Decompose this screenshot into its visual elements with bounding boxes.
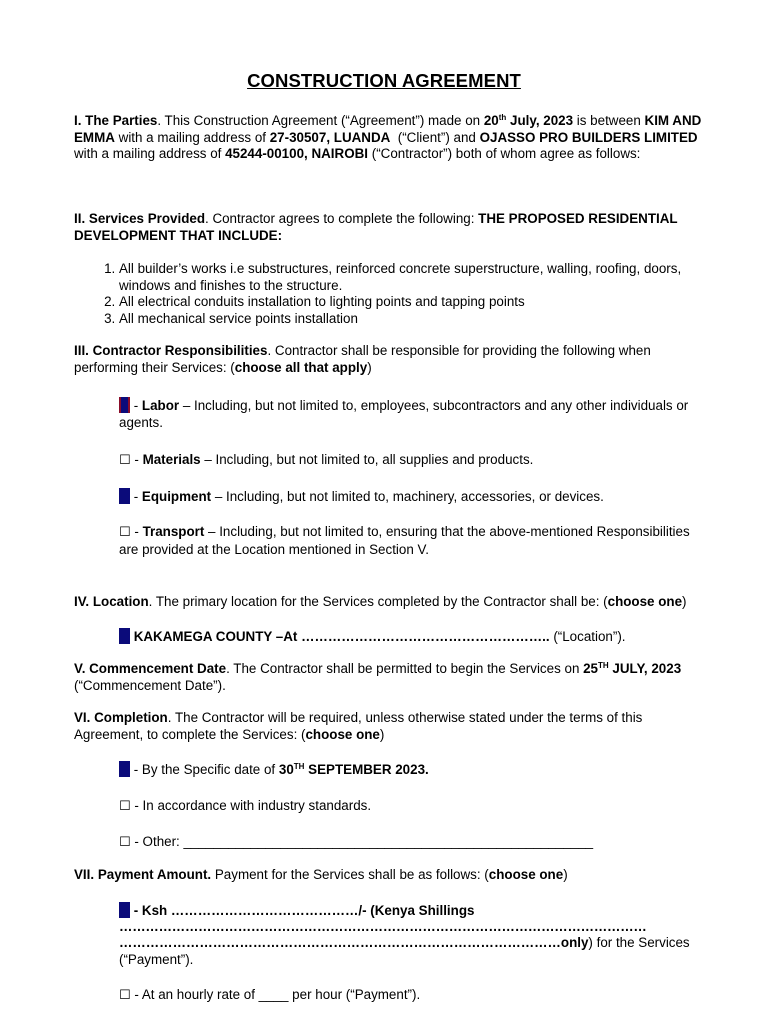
completion-heading: VI. Completion (74, 710, 168, 725)
option-specific-date (119, 761, 711, 779)
parties-text-3: with a mailing address of (114, 129, 270, 145)
section-parties (74, 113, 708, 163)
option-equipment (119, 488, 711, 506)
completion-text: . The Contractor will be required, unless otherwise stated under the terms of this Agreement, to complete the Services: ( (74, 710, 643, 742)
materials-text: – Including, but not limited to, all supplies and products. (200, 452, 534, 467)
specific-date-text: - By the Specific date of (130, 762, 279, 777)
transport-text: – Including, but not limited to, ensuring that the above-mentioned Responsibilities are provided at the Location mentioned in Section V. (119, 524, 690, 557)
transport-checkbox[interactable]: ☐ (119, 525, 131, 540)
dash: - (130, 398, 142, 413)
transport-label: Transport (142, 524, 205, 539)
client-name: KIM AND EMMA (74, 113, 702, 145)
location-checkbox[interactable] (119, 628, 130, 644)
dash: - (130, 489, 142, 504)
labor-label: Labor (141, 398, 180, 413)
completion-date: 30TH SEPTEMBER 2023. (278, 762, 429, 777)
section-completion (74, 710, 708, 743)
commencement-text: . The Contractor shall be permitted to begin the Services on (226, 661, 584, 676)
choose-instruction: choose one (488, 867, 564, 882)
labor-text: – Including, but not limited to, employees, subcontractors and any other individuals or agents. (119, 398, 689, 430)
ksh-text: - Ksh ……………………………………/- (Kenya Shillings (130, 903, 475, 918)
contractor-address: 45244-00100, NAIROBI (225, 146, 369, 161)
option-location (119, 628, 711, 646)
materials-label: Materials (142, 452, 201, 467)
services-text: . Contractor agrees to complete the following: (205, 211, 479, 226)
parties-text-5: with a mailing address of (74, 146, 226, 161)
responsibilities-heading: III. Contractor Responsibilities (74, 343, 268, 358)
section-commencement (74, 661, 708, 694)
payment-text: Payment for the Services shall be as follows: ( (211, 867, 489, 882)
section-payment (74, 867, 708, 884)
location-text: . The primary location for the Services completed by the Contractor shall be: ( (148, 594, 608, 609)
location-heading: IV. Location (74, 594, 149, 609)
payment-heading: VII. Payment Amount. (74, 867, 212, 882)
paren-close: ) (682, 594, 687, 609)
other-checkbox[interactable]: ☐ (119, 835, 131, 850)
section-location (74, 594, 708, 611)
ksh-continuation (119, 935, 711, 968)
other-text: - Other: _______________________________________________________ (130, 834, 594, 849)
paren-close: ) (367, 359, 372, 375)
option-industry-standards (119, 798, 711, 816)
client-address: 27-30507, LUANDA (269, 129, 391, 145)
list-item: 2. All electrical conduits installation to lighting points and tapping points (119, 294, 714, 311)
commencement-heading: V. Commencement Date (74, 661, 227, 676)
dash: - (130, 452, 143, 467)
option-hourly (119, 987, 711, 1005)
option-labor (119, 397, 711, 431)
paren-close: ) (379, 726, 385, 742)
specific-date-checkbox[interactable] (119, 761, 130, 777)
equipment-checkbox[interactable] (119, 488, 130, 504)
dots: ………………………………………………………………………………………………………… (119, 919, 647, 934)
section-responsibilities (74, 343, 708, 376)
project-name: THE PROPOSED RESIDENTIAL DEVELOPMENT THAT INCLUDE: (74, 211, 678, 243)
document-title: CONSTRUCTION AGREEMENT (247, 70, 521, 91)
industry-standards-text: - In accordance with industry standards. (130, 798, 372, 813)
option-other (119, 834, 711, 852)
responsibilities-text: . Contractor shall be responsible for providing the following when performing their Services: ( (74, 343, 651, 375)
services-heading: II. Services Provided (74, 211, 205, 226)
list-item: 1. All builder’s works i.e substructures, reinforced concrete superstructure, walling, roofing, doors, windows and finishes to the structure. (119, 261, 714, 294)
hourly-checkbox[interactable]: ☐ (119, 988, 131, 1003)
dash: - (130, 524, 143, 539)
parties-text: . This Construction Agreement (“Agreement”) made on (157, 113, 484, 128)
commencement-suffix: (“Commencement Date”). (74, 677, 226, 693)
location-value: KAKAMEGA COUNTY –At ……………………………………………….. (130, 629, 550, 644)
location-suffix: (“Location”). (549, 629, 626, 644)
parties-heading: I. The Parties (74, 113, 158, 128)
option-transport (119, 524, 711, 558)
payment-suffix: ) for the Services (“Payment”). (119, 935, 690, 967)
materials-checkbox[interactable]: ☐ (119, 453, 131, 468)
ksh-dots-line (119, 919, 711, 936)
commencement-date: 25TH JULY, 2023 (583, 661, 682, 676)
contractor-name: OJASSO PRO BUILDERS LIMITED (479, 129, 698, 145)
equipment-label: Equipment (141, 489, 212, 504)
equipment-text: – Including, but not limited to, machinery, accessories, or devices. (211, 489, 604, 504)
list-item: 3. All mechanical service points installation (119, 311, 714, 328)
labor-checkbox[interactable] (119, 397, 130, 413)
parties-text-2: is between (573, 113, 645, 128)
option-ksh (119, 902, 711, 920)
only-label: only (560, 935, 589, 950)
industry-standards-checkbox[interactable]: ☐ (119, 799, 131, 814)
paren-close: ) (563, 867, 568, 882)
hourly-text: - At an hourly rate of ____ per hour (“Payment”). (130, 987, 421, 1002)
services-list (74, 261, 714, 327)
parties-text-6: (“Contractor”) both of whom agree as follows: (368, 146, 641, 161)
ksh-checkbox[interactable] (119, 902, 130, 918)
choose-instruction: choose one (607, 594, 683, 609)
choose-instruction: choose all that apply (234, 359, 368, 375)
agreement-date: 20th July, 2023 (483, 113, 574, 128)
section-services (74, 211, 708, 244)
dots: ……………………………………………………………………………………… (119, 935, 561, 950)
option-materials (119, 452, 711, 470)
choose-instruction: choose one (305, 726, 380, 742)
parties-text-4: (“Client”) and (390, 129, 480, 145)
